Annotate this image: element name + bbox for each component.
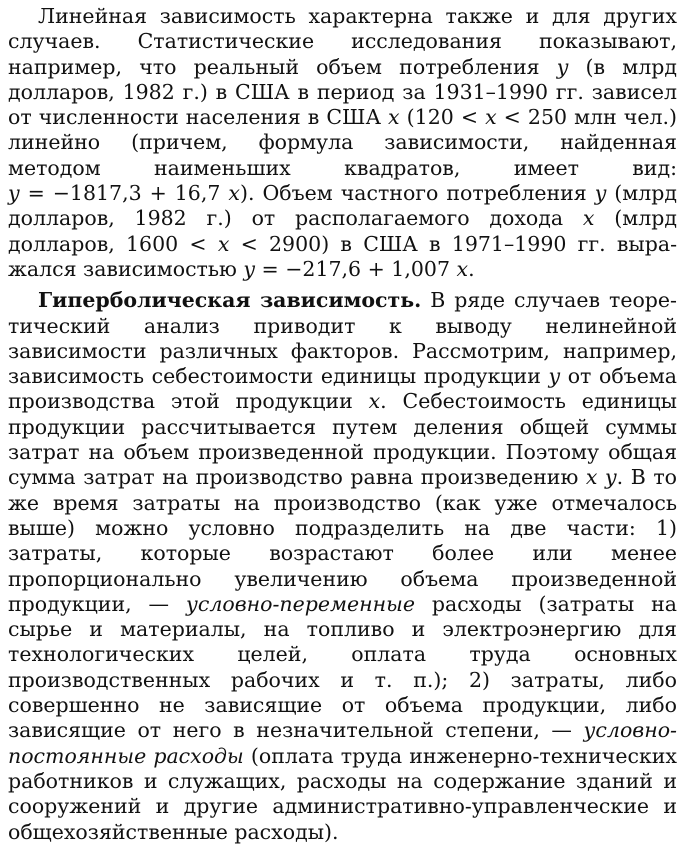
math-variable: y — [594, 181, 607, 206]
text-run: (млрд долларов, 1982 г.) от располагаемого дохода — [8, 181, 678, 231]
text-run: . Себестоимость единицы продукции рассчитывается путем деления общей суммы затрат на объем произведенной продукции. Поэтому общая сумма затрат на производство равна произведению — [8, 389, 677, 490]
math-variable: x y — [585, 465, 617, 490]
text-run: (в млрд долларов, 1982 г.) в США в период за 1931–1990 гг. зависел от численности населения в США — [8, 54, 677, 130]
formula-private-consumption — [243, 257, 468, 281]
math-variable: x — [228, 181, 240, 206]
paragraph-linear-dependence — [8, 4, 677, 282]
text-run: от объема производства этой продукции — [8, 364, 678, 414]
math-variable: x — [582, 206, 595, 231]
paragraph-hyperbolic-dependence — [8, 288, 677, 845]
text-run: (120 < — [399, 105, 486, 130]
math-variable: x — [485, 105, 497, 130]
text-run: В ряде случаев теоретический анализ приводит к выводу нелинейной зависимости различных факторов. Рассмотрим, например, зависимость себестоимости единицы продукции — [8, 288, 677, 389]
formula-text: = −217,6 + 1,007 — [255, 256, 457, 281]
formula-text: = −1817,3 + 16,7 — [19, 181, 229, 206]
italic-term: условно-переменные — [185, 591, 415, 616]
formula-consumption — [8, 181, 240, 205]
math-variable: y — [8, 181, 20, 206]
italic-term: условно-постоянные расходы — [8, 718, 677, 768]
math-variable: y — [548, 364, 561, 389]
math-variable: y — [556, 54, 569, 79]
text-run: . — [468, 256, 475, 281]
math-variable: x — [217, 231, 230, 256]
math-variable: y — [243, 256, 256, 281]
text-run: (млрд долларов, 1600 < — [8, 206, 677, 256]
section-heading: Гиперболическая зависимость. — [38, 288, 422, 313]
text-run: (оплата труда инженерно-технических работников и служащих, расходы на содержание зданий и сооружений и другие административно-управленческие и общехозяйственные расходы). — [8, 743, 677, 844]
text-run: расходы (затраты на сырье и материалы, на топливо и электроэнергию для технологических целей, оплата труда основных производственных рабочих и т. п.); 2) затраты, либо совершенно не зависящие от объема продукции, либо зависящие от него в незначительной степени, — — [8, 591, 677, 743]
text-run: ). Объем частного потребления — [239, 181, 595, 206]
math-variable: x — [456, 256, 469, 281]
math-variable: x — [368, 389, 381, 414]
text-run: < 2900) в США в 1971–1990 гг. выражался зависимостью — [8, 231, 678, 281]
text-run: . В то же время затраты на производство (как уже отмечалось выше) можно условно подразделить на две части: 1) затраты, которые возрастают более или менее пропорционально увеличению объема произведенной продукции, — — [8, 465, 677, 616]
text-run: < 250 млн чел.) линейно (причем, формула зависимости, найденная методом наименьших квадратов, имеет вид: — [8, 105, 677, 180]
math-variable: x — [388, 105, 400, 130]
text-run: Линейная зависимость характерна также и для других случаев. Статистические исследования показывают, например, что реальный объем потребления — [8, 4, 677, 79]
